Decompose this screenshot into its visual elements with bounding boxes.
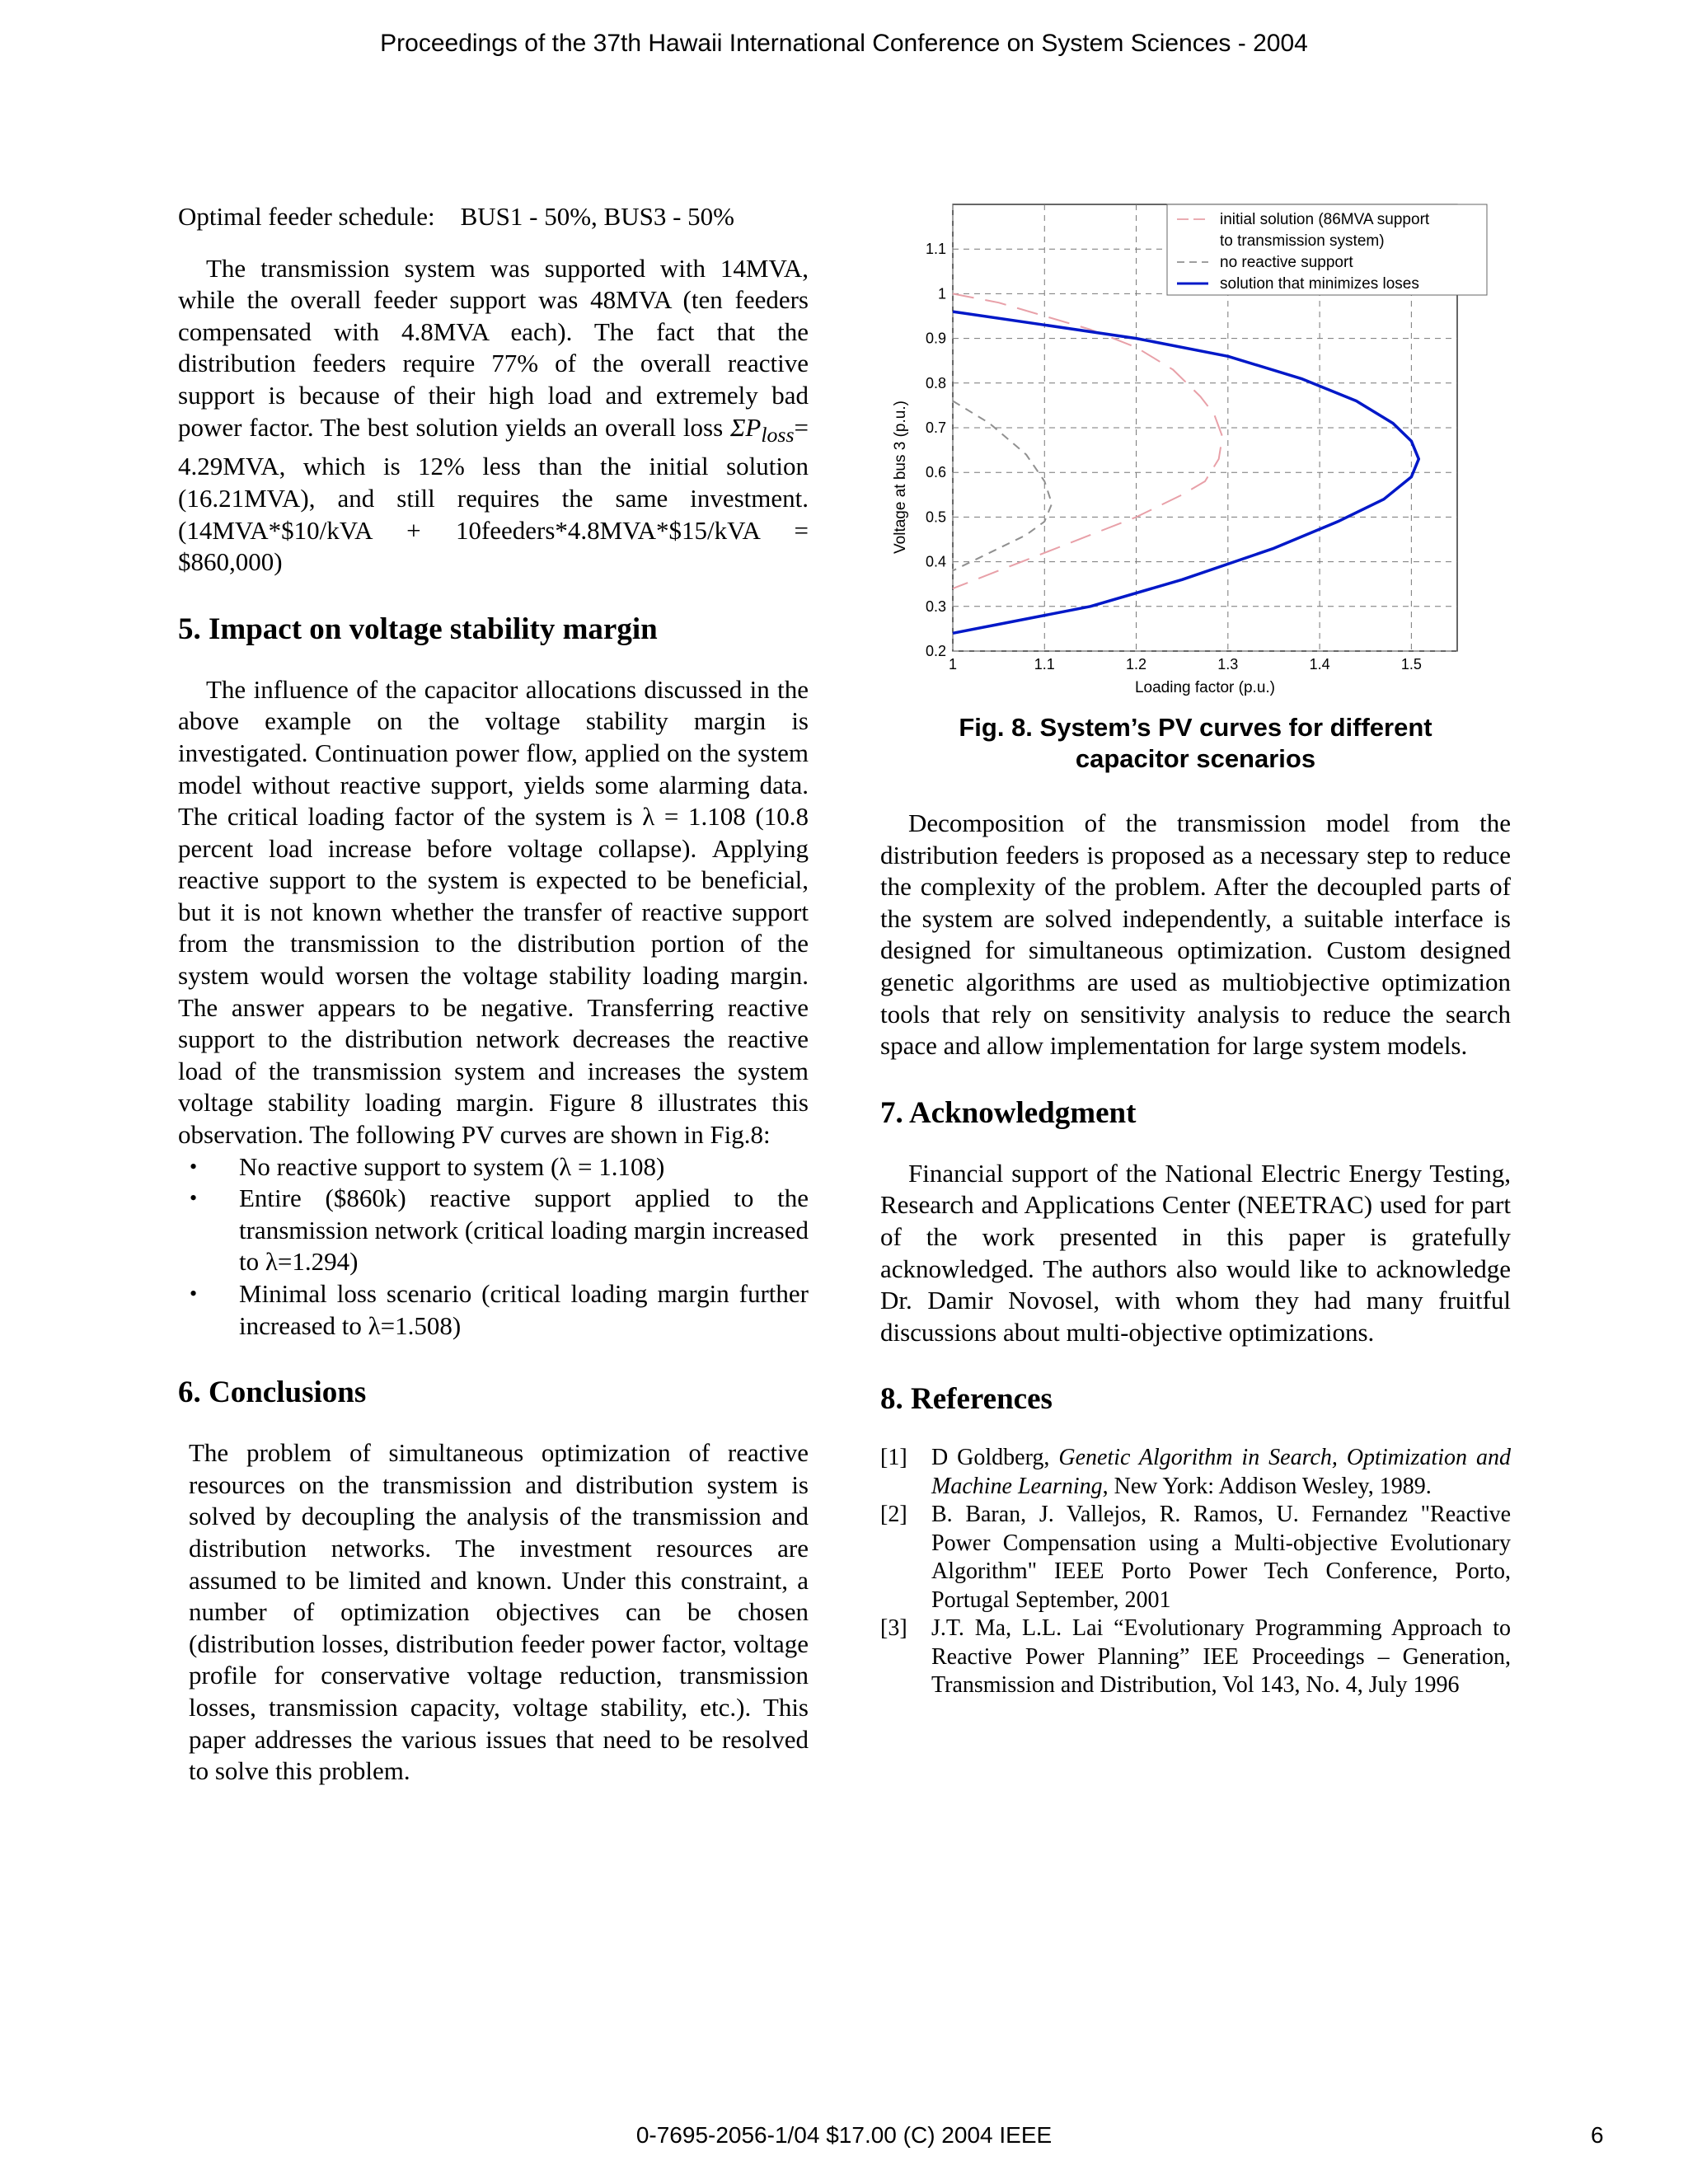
paragraph-transmission-support <box>178 253 809 579</box>
reference-number: [2] <box>880 1502 907 1528</box>
y-tick-label: 0.2 <box>925 643 946 659</box>
y-tick-label: 1.1 <box>925 241 946 258</box>
reference-list <box>880 1444 1511 1700</box>
paragraph-acknowledgment: Financial support of the National Electric Energy Testing, Research and Applications Center (NEETRAC) used for part of the work presented in this paper is gratefully acknowledged. The authors also would like to acknowledge Dr. Damir Novosel, with whom they had many fruitful discussions about multi-objective optimizations. <box>880 1158 1511 1347</box>
x-tick-label: 1.4 <box>1309 656 1330 673</box>
sigma-ploss: $\Sigma P_{loss}$ <box>729 412 795 447</box>
pv-curve-chart <box>880 196 1511 707</box>
list-item: • No reactive support to system (λ = 1.108) <box>178 1151 809 1183</box>
y-tick-label: 0.5 <box>925 509 946 526</box>
copyright-footer: 0-7695-2056-1/04 $17.00 (C) 2004 IEEE <box>635 2122 1053 2148</box>
x-tick-label: 1 <box>948 656 958 673</box>
paragraph-text: = 4.29MVA, which is 12% less than the initial solution (16.21MVA), and still requires the same investment. (14MVA*$10/kVA + 10feeders*4.8MVA*$15/kVA = $860,000) <box>178 412 809 577</box>
paragraph-voltage-stability: The influence of the capacitor allocations discussed in the above example on the voltage stability margin is investigated. Continuation power flow, applied on the system model without reactive support, yields some alarming data. The critical loading factor of the system is λ = 1.108 (10.8 percent load increase before voltage collapse). Applying reactive support to the system is expected to be beneficial, but it is not known whether the transfer of reactive support from the transmission to the distribution portion of the system would worsen the voltage stability loading margin. The answer appears to be negative. Transferring reactive support to the distribution network decreases the reactive load of the transmission system and increases the system voltage stability loading margin. Figure 8 illustrates this observation. The following PV curves are shown in Fig.8: <box>178 674 809 1150</box>
figure-caption-line: Fig. 8. System’s PV curves for different <box>959 713 1432 742</box>
section-heading-5: 5. Impact on voltage stability margin <box>178 612 658 646</box>
reference-item: [2] B. Baran, J. Vallejos, R. Ramos, U. Fernandez "Reactive Power Compensation using a Multi-objective Evolutionary Algorithm" IEEE Porto Power Tech Conference, Porto, Portugal September, 2001 <box>880 1502 1511 1613</box>
y-tick-label: 0.7 <box>925 419 946 436</box>
paragraph-decomposition: Decomposition of the transmission model from the distribution feeders is proposed as a necessary step to reduce the complexity of the problem. After the decoupled parts of the system are solved independently, a suitable interface is designed for simultaneous optimization. Custom designed genetic algorithms are used as multiobjective optimization tools that rely on sensitivity analysis to reduce the search space and allow implementation for large system models. <box>880 808 1511 1061</box>
feeder-schedule-line: Optimal feeder schedule: BUS1 - 50%, BUS3 - 50% <box>178 202 734 231</box>
y-tick-label: 0.8 <box>925 374 946 391</box>
reference-item: [1] D Goldberg, Genetic Algorithm in Search, Optimization and Machine Learning, New York: Addison Wesley, 1989. <box>880 1445 1512 1499</box>
right-column <box>880 196 1511 1700</box>
pv-curve-figure <box>880 196 1511 766</box>
section-heading-6: 6. Conclusions <box>178 1376 367 1410</box>
paragraph-conclusions: The problem of simultaneous optimization of reactive resources on the transmission and distribution system is solved by decoupling the analysis of the transmission and distribution networks. The investment resources are assumed to be limited and known. Under this constraint, a number of optimization objectives can be chosen (distribution losses, distribution feeder power factor, voltage profile for conservative voltage reduction, transmission losses, transmission capacity, voltage stability, etc.). This paper addresses the various issues that need to be resolved to solve this problem. <box>189 1438 809 1786</box>
y-tick-label: 1 <box>937 285 946 302</box>
y-tick-label: 0.6 <box>925 464 946 481</box>
legend-entry: solution that minimizes loses <box>1220 275 1419 293</box>
y-axis-label: Voltage at bus 3 (p.u.) <box>892 401 909 554</box>
x-tick-label: 1.1 <box>1034 656 1055 673</box>
running-header: Proceedings of the 37th Hawaii International Conference on System Sciences - 2004 <box>380 30 1308 57</box>
reference-number: [1] <box>880 1445 907 1471</box>
y-tick-label: 0.4 <box>925 553 946 570</box>
x-axis-label: Loading factor (p.u.) <box>1134 679 1276 696</box>
reference-number: [3] <box>880 1615 907 1642</box>
x-tick-label: 1.3 <box>1217 656 1239 673</box>
paragraph-text: The transmission system was supported with 14MVA, while the overall feeder support was 48MVA (ten feeders compensated with 4.8MVA each). The fact that the distribution feeders require 77% of the overall reactive support is because of their high load and extremely bad power factor. The best solution yields an overall loss <box>178 253 809 442</box>
legend-entry: no reactive support <box>1220 254 1353 271</box>
list-item: • Minimal loss scenario (critical loading margin further increased to λ=1.508) <box>178 1278 809 1342</box>
y-tick-label: 0.9 <box>925 330 946 347</box>
x-tick-label: 1.2 <box>1126 656 1147 673</box>
reference-title: Genetic Algorithm in Search, Optimization and Machine Learning <box>931 1445 1512 1499</box>
x-tick-label: 1.5 <box>1400 656 1422 673</box>
legend-entry: initial solution (86MVA support <box>1220 211 1430 228</box>
section-heading-7: 7. Acknowledgment <box>880 1095 1137 1130</box>
legend-entry: to transmission system) <box>1220 232 1385 250</box>
page-number: 6 <box>1591 2122 1604 2148</box>
reference-item: [3] J.T. Ma, L.L. Lai “Evolutionary Programming Approach to Reactive Power Planning” IEE Proceedings – Generation, Transmission and Distribution, Vol 143, No. 4, July 1996 <box>880 1615 1511 1699</box>
pv-curve-list <box>178 1151 809 1343</box>
list-item: • Entire ($860k) reactive support applied to the transmission network (critical loading margin increased to λ=1.294) <box>178 1183 809 1278</box>
section-heading-8: 8. References <box>880 1382 1053 1417</box>
figure-caption-line: capacitor scenarios <box>1075 744 1316 773</box>
left-column <box>178 194 809 1788</box>
y-tick-label: 0.3 <box>925 598 946 615</box>
